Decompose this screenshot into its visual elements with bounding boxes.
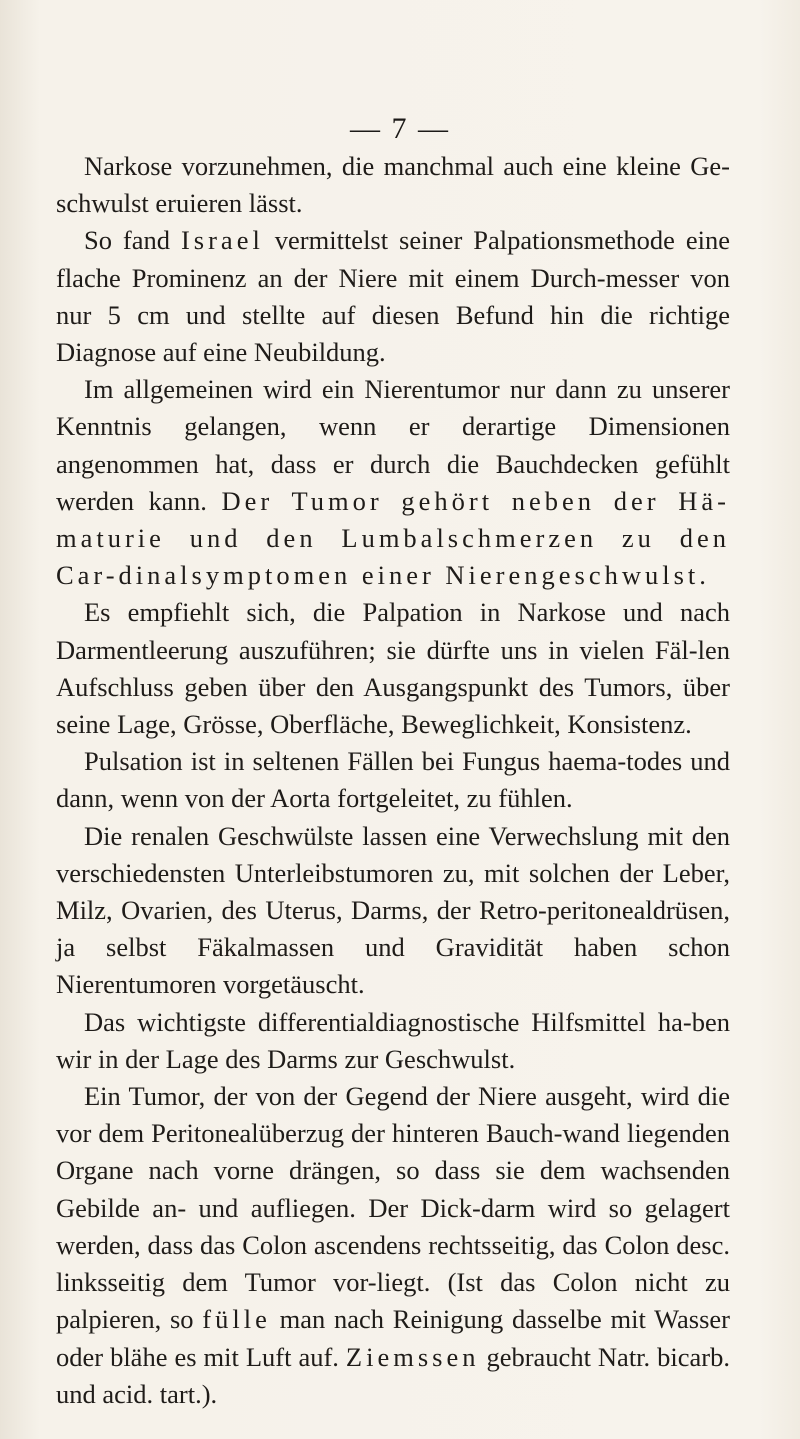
text-segment: Die renalen Geschwülste lassen eine Verwechslung mit den verschiedensten Unterleibstumoren zu, mit solchen der Leber, Milz, Ovarien, des Uterus, Darms, der Retro-peritonealdrüsen, ja selbst Fäkalmassen und Gravidität haben schon Nierentumoren vorgetäuscht. [56,820,730,1000]
page-number: — 7 — [350,112,450,145]
text-segment: Es empfiehlt sich, die Palpation in Narkose und nach Darmentleerung auszuführen; sie dürfte uns in vielen Fäl-len Aufschluss geben über den Ausgangspunkt des Tumors, über seine Lage, Grösse, Oberfläche, Beweglichkeit, Konsistenz. [56,597,730,740]
emphasized-text: Israel [180,225,264,256]
paragraph [56,371,730,594]
text-segment: Ein Tumor, der von der Gegend der Niere ausgeht, wird die vor dem Peritonealüberzug der hinteren Bauch-wand liegenden Organe nach vorne drängen, so dass sie dem wachsenden Gebilde an- und aufliegen. Der Dick-darm wird so gelagert werden, dass das Colon ascendens rechtsseitig, das Colon desc. linksseitig dem Tumor vor-liegt. (Ist das Colon nicht zu palpieren, so [56,1081,730,1335]
emphasized-text: fülle [202,1304,271,1335]
text-segment: Pulsation ist in seltenen Fällen bei Fungus haema-todes und dann, wenn von der Aorta fortgeleitet, zu fühlen. [56,746,730,814]
emphasized-text: Der Tumor gehört neben der Hä-maturie und den Lumbalschmerzen zu den Car-dinalsymptomen einer Nierengeschwulst. [56,485,730,591]
text-segment: gebraucht Natr. bicarb. und acid. tart.). [56,1341,730,1409]
paragraph [56,818,730,1004]
paragraph [56,222,730,371]
paragraph [56,148,730,222]
text-segment: Narkose vorzunehmen, die manchmal auch eine kleine Ge-schwulst eruieren lässt. [56,151,730,219]
text-segment: vermittelst seiner Palpationsmethode eine flache Prominenz an der Niere mit einem Durch-messer von nur 5 cm und stellte auf diesen Befund hin die richtige Diagnose auf eine Neubildung. [56,225,730,368]
emphasized-text: Ziemssen [345,1341,480,1372]
paragraph [56,1078,730,1413]
paragraph [56,594,730,743]
text-segment: Das wichtigste differentialdiagnostische Hilfsmittel ha-ben wir in der Lage des Darms zur Geschwulst. [56,1006,730,1074]
paragraph [56,743,730,817]
text-segment: man nach Reinigung dasselbe mit Wasser oder blähe es mit Luft auf. [56,1304,730,1372]
text-segment: Im allgemeinen wird ein Nierentumor nur dann zu unserer Kenntnis gelangen, wenn er derartige Dimensionen angenommen hat, dass er durch die Bauchdecken gefühlt werden kann. [56,374,730,516]
text-segment: So fand [84,225,181,256]
paragraph [56,1004,730,1078]
body-text [56,148,730,1413]
